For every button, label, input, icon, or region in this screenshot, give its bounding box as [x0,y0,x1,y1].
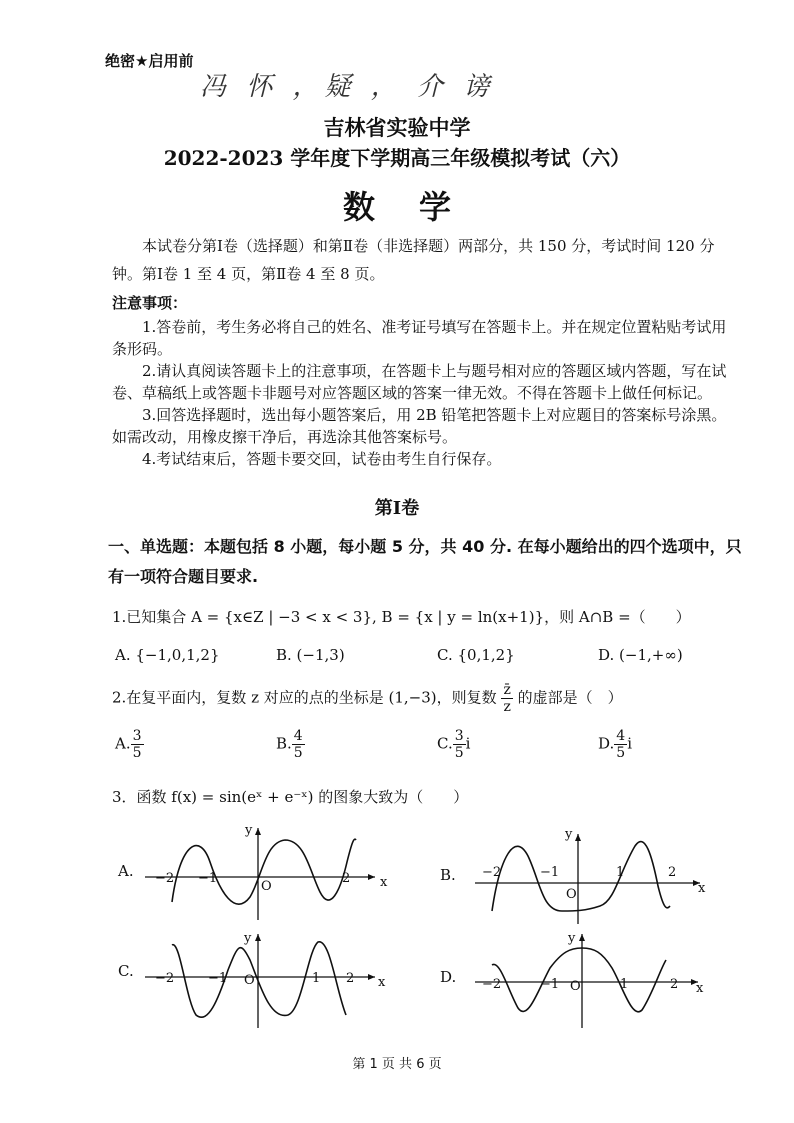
q3-graph-d-label: D. [440,968,457,986]
tick-pos1: 1 [312,971,321,986]
axis-y-label: y [565,827,573,842]
axis-y-label: y [245,823,253,838]
q3-graph-b-label: B. [440,866,456,884]
page-footer: 第 1 页 共 6 页 [352,1057,442,1072]
tick-neg2: −2 [482,865,502,880]
q1-option-d: D. (−1,+∞) [598,646,683,664]
school-name: 吉林省实验中学 [323,115,471,140]
q3-graph-a-label: A. [118,862,134,880]
axis-x-label: x [698,881,706,896]
q1-option-b: B. (−1,3) [276,646,345,664]
q3-graph-b [470,826,710,926]
part-title: 第Ⅰ卷 [374,498,420,519]
axis-origin: O [261,879,272,894]
tick-neg2: −2 [155,871,175,886]
q2-text-b: 的虚部是（ ） [517,688,623,707]
q2-option-b: B. $\frac{4}{5}$ [276,728,303,761]
q1-option-a: A. {−1,0,1,2} [115,646,220,664]
axis-origin: O [244,973,255,988]
axis-origin: O [566,887,577,902]
note-item: 2.请认真阅读答题卡上的注意事项，在答题卡上与题号相对应的答题区域内答题，写在试卷、草稿纸上或答题卡非题号对应答题区域的答案一律无效。不得在答题卡上做任何标记。 [112,362,727,402]
tick-neg2: −2 [482,977,502,992]
notes-title: 注意事项： [112,294,188,312]
q3-graph-c-label: C. [118,962,134,980]
q3-graph-a [140,822,388,922]
note-item: 3.回答选择题时，选出每小题答案后，用 2B 铅笔把答题卡上对应题目的答案标号涂黑。如需改动，用橡皮擦干净后，再选涂其他答案标号。 [112,406,727,446]
tick-pos1: 1 [616,865,625,880]
notes-list [112,316,740,470]
tick-neg1: −1 [208,971,228,986]
handwritten-note: 冯 怀 ，疑 ， 介 谤 [200,72,496,102]
note-item: 4.考试结束后，答题卡要交回，试卷由考生自行保存。 [142,450,502,468]
q2-option-d: D. $\frac{4}{5}$ i [598,728,632,761]
q3-graph-c [140,930,385,1030]
section-heading: 一、单选题：本题包括 8 小题，每小题 5 分，共 40 分. 在每小题给出的四个选项中，只有一项符合题目要求. [108,537,742,586]
intro-paragraph: 本试卷分第Ⅰ卷（选择题）和第Ⅱ卷（非选择题）两部分，共 150 分，考试时间 120 分钟。第Ⅰ卷 1 至 4 页，第Ⅱ卷 4 至 8 页。 [112,237,715,283]
axis-y-label: y [244,931,252,946]
tick-pos2: 2 [668,865,677,880]
tick-neg1: −1 [540,865,560,880]
tick-neg1: −1 [198,871,218,886]
axis-x-label: x [696,981,704,996]
axis-x-label: x [378,975,386,990]
tick-pos1: 1 [620,977,629,992]
axis-origin: O [570,979,581,994]
q2-option-c: C. $\frac{3}{5}$ i [437,728,471,761]
question-1-text: 1.已知集合 A = {x∈Z | −3 < x < 3}, B = {x | y = ln(x+1)}，则 A∩B =（ ） [112,608,691,626]
q1-option-c: C. {0,1,2} [437,646,515,664]
q2-fraction [501,682,512,715]
exam-title: 2022-2023 学年度下学期高三年级模拟考试（六） [163,146,631,170]
tick-pos2: 2 [346,971,355,986]
q2-frac-num: z̄ [503,682,511,698]
q2-text-a: 2.在复平面内，复数 z 对应的点的坐标是 (1,−3)，则复数 [112,688,497,707]
q2-frac-den: z [503,699,511,715]
q3-graph-d [470,930,710,1030]
question-2-text [112,682,623,715]
note-item: 1.答卷前，考生务必将自己的姓名、准考证号填写在答题卡上。并在规定位置粘贴考试用条形码。 [112,318,727,358]
tick-pos2: 2 [342,871,351,886]
axis-y-label: y [568,931,576,946]
tick-pos2: 2 [670,977,679,992]
tick-neg2: −2 [155,971,175,986]
axis-x-label: x [380,875,388,890]
confidential-label: 绝密★启用前 [105,52,194,70]
subject-title: 数学 [342,188,495,226]
question-3-text: 3．函数 f(x) = sin(eˣ + e⁻ˣ) 的图象大致为（ ） [112,788,469,806]
tick-neg1: −1 [540,977,560,992]
q2-option-a: A. $\frac{3}{5}$ [115,728,142,761]
